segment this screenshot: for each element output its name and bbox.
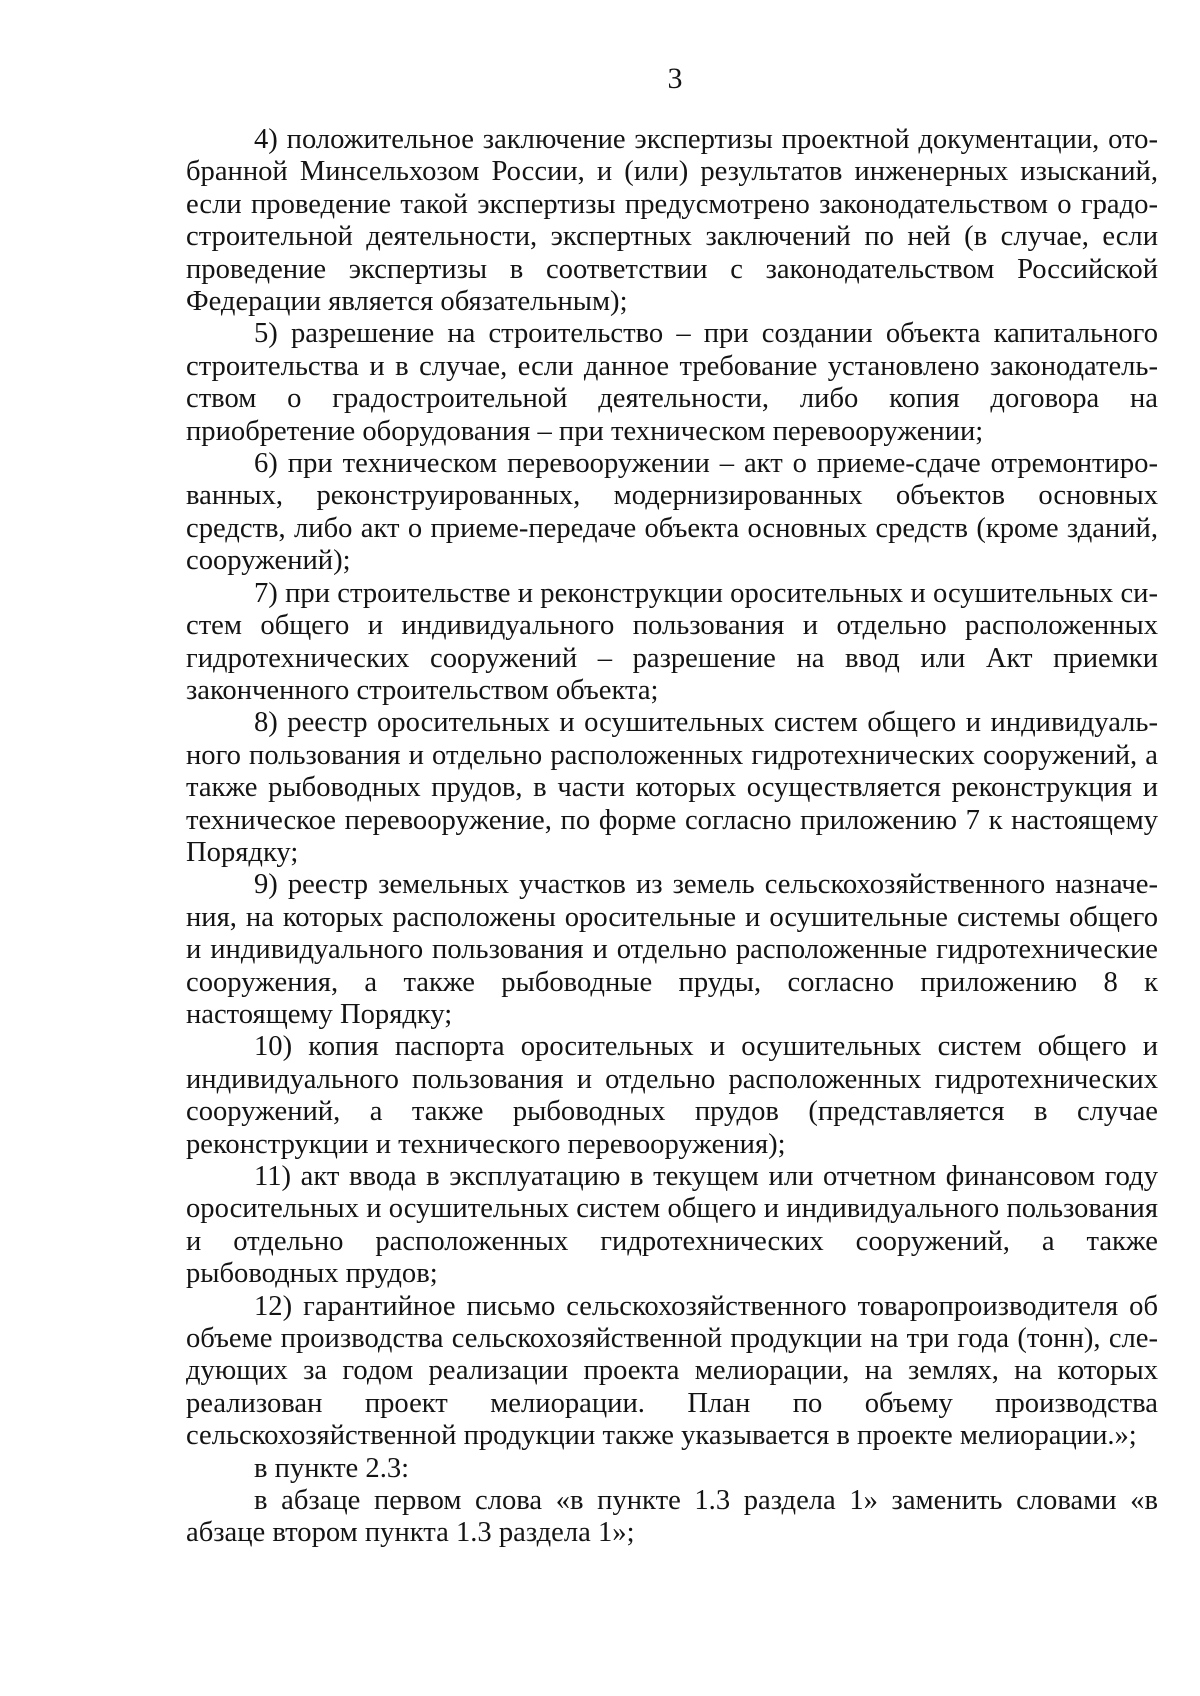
list-item-7: 7) при строительстве и реконструкции оросительных и осушительных систем общего и индивидуального пользования и отдельно расположенных гидротехнических сооружений – разрешение на ввод или Акт приемки законченного строительством объекта; [186,577,1158,706]
page-number: 3 [667,62,683,95]
list-item-6: 6) при техническом перевооружении – акт о приеме-сдаче отремонтированных, реконструированных, модернизированных объектов основных средств, либо акт о приеме-передаче объекта основных средств (кроме зданий, сооружений); [186,448,1158,577]
amendment-text: в абзаце первом слова «в пункте 1.3 раздела 1» заменить словами «в абзаце втором пункта 1.3 раздела 1»; [186,1485,1158,1549]
list-item-11: 11) акт ввода в эксплуатацию в текущем или отчетном финансовом году оросительных и осушительных систем общего и индивидуального пользования и отдельно расположенных гидротехнических сооружений, а также рыбоводных прудов; [186,1161,1158,1290]
list-item-10: 10) копия паспорта оросительных и осушительных систем общего и индивидуального пользования и отдельно расположенных гидротехнических сооружений, а также рыбоводных прудов (представляется в случае реконструкции и технического перевооружения); [186,1031,1158,1160]
list-item-9: 9) реестр земельных участков из земель сельскохозяйственного назначения, на которых расположены оросительные и осушительные системы общего и индивидуального пользования и отдельно расположенные гидротехнические сооружения, а также рыбоводные пруды, согласно приложению 8 к настоящему Порядку; [186,869,1158,1030]
list-item-12: 12) гарантийное письмо сельскохозяйственного товаропроизводителя об объеме производства сельскохозяйственной продукции на три года (тонн), следующих за годом реализации проекта мелиорации, на землях, на которых реализован проект мелиорации. План по объему производства сельскохозяйственной продукции также указывается в проекте мелиорации.»; [186,1290,1158,1452]
list-item-4: 4) положительное заключение экспертизы проектной документации, отобранной Минсельхозом России, и (или) результатов инженерных изысканий, если проведение такой экспертизы предусмотрено законодательством о градостроительной деятельности, экспертных заключений по ней (в случае, если проведение экспертизы в соответствии с законодательством Российской Федерации является обязательным); [186,124,1158,318]
document-body [186,124,1158,1550]
list-item-8: 8) реестр оросительных и осушительных систем общего и индивидуального пользования и отдельно расположенных гидротехнических сооружений, а также рыбоводных прудов, в части которых осуществляется реконструкция и техническое перевооружение, по форме согласно приложению 7 к настоящему Порядку; [186,707,1158,868]
list-item-5: 5) разрешение на строительство – при создании объекта капитального строительства и в случае, если данное требование установлено законодательством о градостроительной деятельности, либо копия договора на приобретение оборудования – при техническом перевооружении; [186,318,1158,447]
amendment-heading: в пункте 2.3: [254,1452,410,1484]
